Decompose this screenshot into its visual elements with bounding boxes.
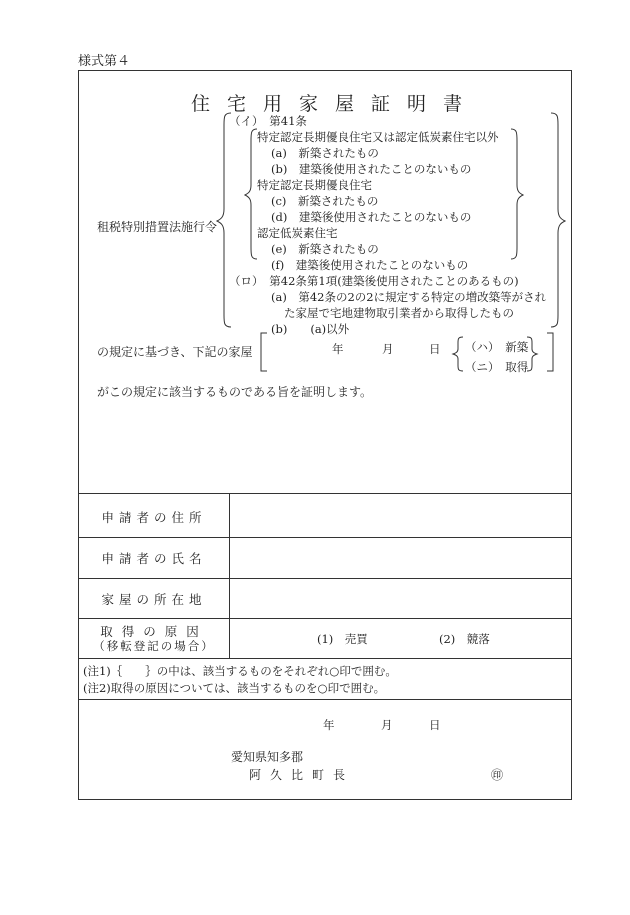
basis-ha-new: （ハ） 新築 — [465, 340, 529, 354]
name-label: 申請者の氏名 — [101, 551, 207, 566]
reason-option-auction: (2) 競落 — [439, 632, 490, 646]
item-low-carbon: 認定低炭素住宅 — [257, 226, 338, 240]
basis-month: 月 — [382, 342, 394, 356]
item-long-life-other: 特定認定長期優良住宅又は認定低炭素住宅以外 — [257, 130, 499, 144]
seal-icon: ㊞ — [491, 768, 504, 782]
note-1: (注1)｛ ｝の中は、該当するものをそれぞれ○印で囲む。 — [83, 664, 397, 678]
certificate-frame — [78, 70, 572, 800]
item-b: (b) 建築後使用されたことのないもの — [271, 162, 472, 176]
item-ro-header: （ロ） 第42条第1項(建築後使用されたことのあるもの) — [229, 274, 519, 288]
basis-ni-acquire: （ニ） 取得 — [465, 360, 529, 374]
reason-option-purchase: (1) 売買 — [317, 632, 368, 646]
issuer-mayor: 阿久比町長 — [249, 768, 355, 782]
form-number: 様式第４ — [78, 54, 131, 69]
item-e: (e) 新築されたもの — [271, 242, 379, 256]
column-divider — [229, 493, 230, 658]
basis-year: 年 — [332, 342, 344, 356]
item-a: (a) 新築されたもの — [271, 146, 379, 160]
issuer-county: 愛知県知多郡 — [231, 750, 304, 764]
item-long-life: 特定認定長期優良住宅 — [257, 178, 372, 192]
row-divider — [79, 537, 571, 538]
item-ro-a-line2: た家屋で宅地建物取引業者から取得したもの — [284, 306, 514, 320]
item-i-header: （イ） 第41条 — [229, 114, 307, 128]
issue-day: 日 — [429, 718, 441, 732]
certificate-title: 住宅用家屋証明書 — [191, 93, 480, 115]
basis-day: 日 — [429, 342, 441, 356]
reason-label-sub: （移転登記の場合） — [93, 639, 215, 653]
notes-bottom-line — [79, 699, 571, 700]
row-divider — [79, 658, 571, 659]
row-divider — [79, 618, 571, 619]
law-label: 租税特別措置法施行令 — [97, 220, 218, 234]
basis-suffix: がこの規定に該当するものである旨を証明します。 — [97, 385, 373, 399]
address-label: 申請者の住所 — [101, 510, 207, 525]
item-d: (d) 建築後使用されたことのないもの — [271, 210, 472, 224]
table-top-line — [79, 493, 571, 494]
basis-prefix: の規定に基づき、下記の家屋 — [97, 345, 253, 359]
item-c: (c) 新築されたもの — [271, 194, 379, 208]
row-divider — [79, 578, 571, 579]
item-ro-a-line1: (a) 第42条の2の2に規定する特定の増改築等がされ — [271, 290, 547, 304]
location-label: 家屋の所在地 — [101, 592, 207, 607]
issue-year: 年 — [323, 718, 335, 732]
reason-label: 取得の原因 — [100, 624, 208, 639]
note-2: (注2)取得の原因については、該当するものを○印で囲む。 — [83, 681, 386, 695]
item-ro-b: (b) (a)以外 — [271, 322, 350, 336]
item-f: (f) 建築後使用されたことのないもの — [271, 258, 469, 272]
issue-month: 月 — [381, 718, 393, 732]
